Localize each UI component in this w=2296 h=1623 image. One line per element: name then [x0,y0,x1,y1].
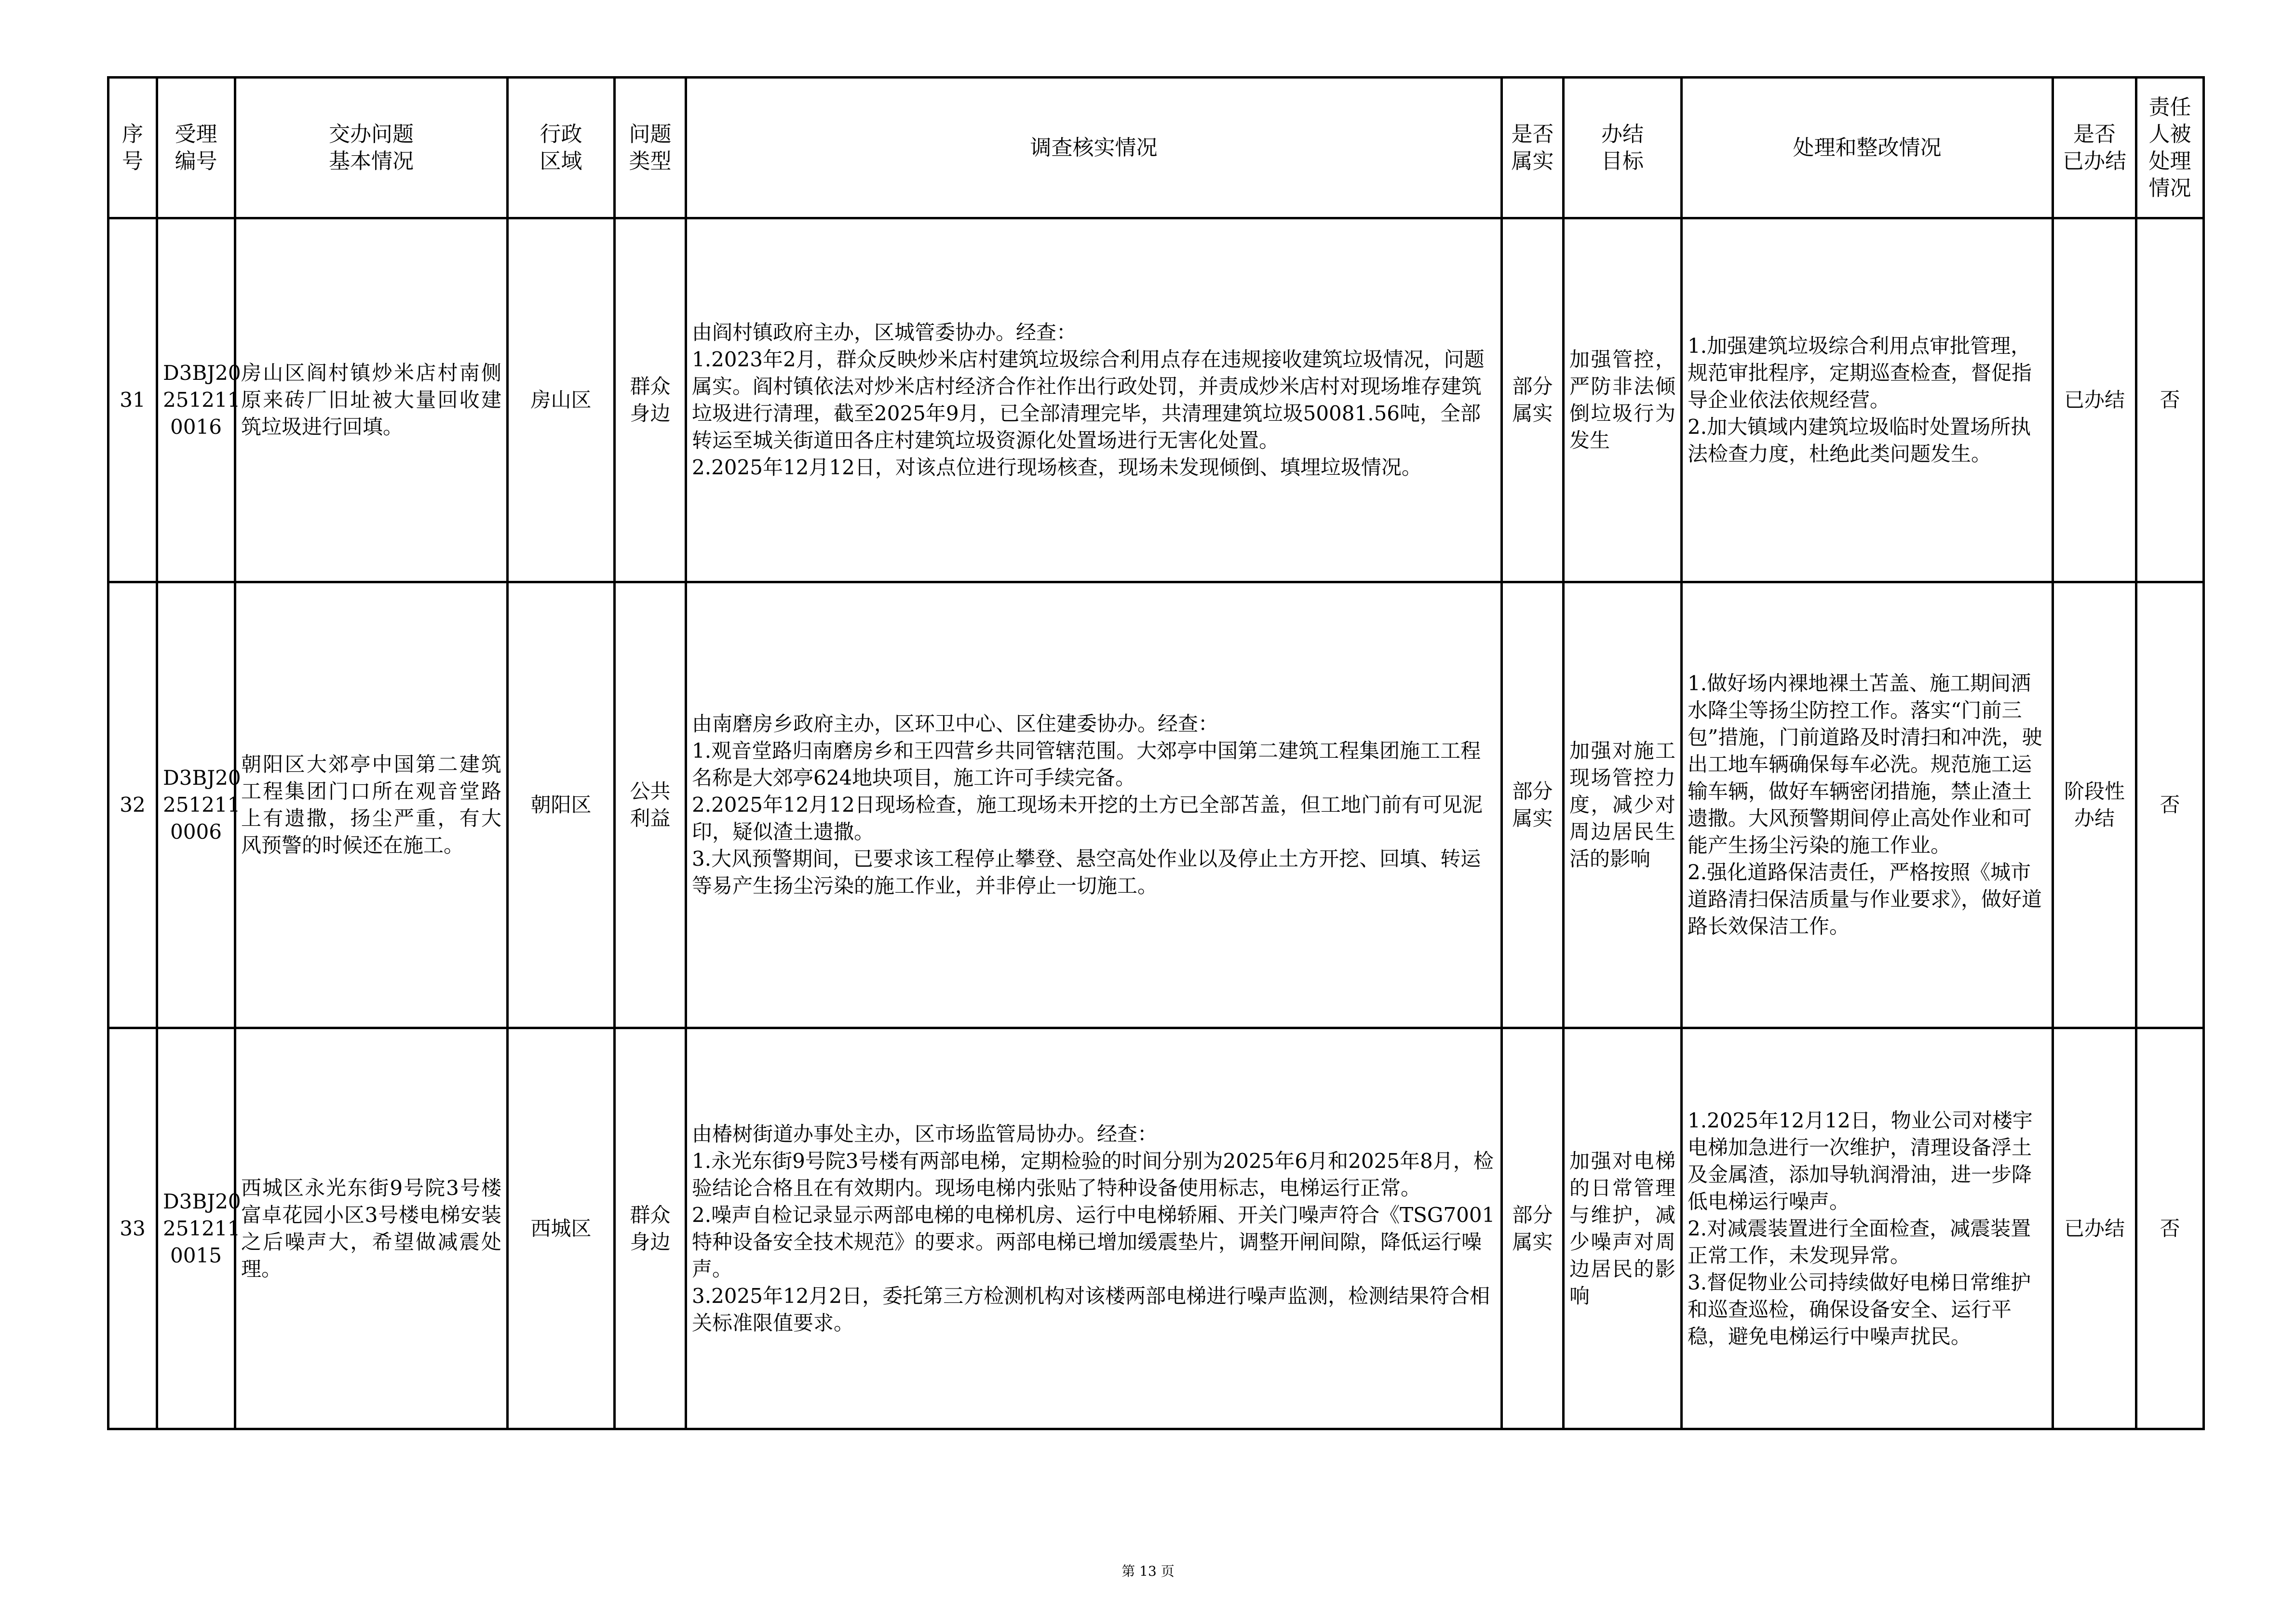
cell-issue: 房山区阎村镇炒米店村南侧原来砖厂旧址被大量回收建筑垃圾进行回填。 [235,218,508,582]
cell-is-true: 部分 属实 [1502,218,1564,582]
cell-district: 西城区 [508,1028,615,1429]
header-closed: 是否 已办结 [2053,78,2136,218]
table-row [108,218,2204,582]
cell-rectification: 1.做好场内裸地裸土苫盖、施工期间洒水降尘等扬尘防控工作。落实“门前三包”措施，门前道路及时清扫和冲洗，驶出工地车辆确保每车必洗。规范施工运输车辆，做好车辆密闭措施，禁止渣土遗撒。大风预警期间停止高处作业和可能产生扬尘污染的施工作业。 2.强化道路保洁责任，严格按照《城市道路清扫保洁质量与作业要求》，做好道路长效保洁工作。 [1682,582,2053,1028]
table-row [108,582,2204,1028]
cell-investigation: 由椿树街道办事处主办，区市场监管局协办。经查： 1.永光东街9号院3号楼有两部电梯，定期检验的时间分别为2025年6月和2025年8月，检验结论合格且在有效期内。现场电梯内张贴了特种设备使用标志，电梯运行正常。 2.噪声自检记录显示两部电梯的电梯机房、运行中电梯轿厢、开关门噪声符合《TSG7001特种设备安全技术规范》的要求。两部电梯已增加缓震垫片，调整开闸间隙，降低运行噪声。 3.2025年12月2日，委托第三方检测机构对该楼两部电梯进行噪声监测，检测结果符合相关标准限值要求。 [686,1028,1502,1429]
header-accountability: 责任 人被 处理 情况 [2136,78,2204,218]
cell-case-no: D3BJ20 251211 0006 [157,582,235,1028]
cell-investigation: 由南磨房乡政府主办，区环卫中心、区住建委协办。经查： 1.观音堂路归南磨房乡和王四营乡共同管辖范围。大郊亭中国第二建筑工程集团施工工程名称是大郊亭624地块项目，施工许可手续完备。 2.2025年12月12日现场检查，施工现场未开挖的土方已全部苫盖，但工地门前有可见泥印，疑似渣土遗撒。 3.大风预警期间，已要求该工程停止攀登、悬空高处作业以及停止土方开挖、回填、转运等易产生扬尘污染的施工作业，并非停止一切施工。 [686,582,1502,1028]
header-is-true: 是否 属实 [1502,78,1564,218]
cell-closed: 已办结 [2053,1028,2136,1429]
header-rectification: 处理和整改情况 [1682,78,2053,218]
cell-is-true: 部分 属实 [1502,1028,1564,1429]
header-investigation: 调查核实情况 [686,78,1502,218]
cell-rectification: 1.加强建筑垃圾综合利用点审批管理，规范审批程序，定期巡查检查，督促指导企业依法依规经营。 2.加大镇域内建筑垃圾临时处置场所执法检查力度，杜绝此类问题发生。 [1682,218,2053,582]
cell-rectification: 1.2025年12月12日，物业公司对楼宇电梯加急进行一次维护，清理设备浮土及金属渣，添加导轨润滑油，进一步降低电梯运行噪声。 2.对减震装置进行全面检查，减震装置正常工作，未发现异常。 3.督促物业公司持续做好电梯日常维护和巡查巡检，确保设备安全、运行平稳，避免电梯运行中噪声扰民。 [1682,1028,2053,1429]
cell-type: 群众 身边 [615,1028,686,1429]
header-seq: 序 号 [108,78,157,218]
cell-seq: 31 [108,218,157,582]
header-goal: 办结 目标 [1564,78,1682,218]
cell-closed: 已办结 [2053,218,2136,582]
cell-case-no: D3BJ20 251211 0015 [157,1028,235,1429]
cell-accountability: 否 [2136,1028,2204,1429]
cell-district: 朝阳区 [508,582,615,1028]
cell-goal: 加强对施工现场管控力度，减少对周边居民生活的影响 [1564,582,1682,1028]
cell-closed: 阶段性 办结 [2053,582,2136,1028]
header-row [108,78,2204,218]
header-district: 行政 区域 [508,78,615,218]
case-ledger-table [107,76,2205,1430]
cell-type: 群众 身边 [615,218,686,582]
header-issue: 交办问题 基本情况 [235,78,508,218]
cell-issue: 朝阳区大郊亭中国第二建筑工程集团门口所在观音堂路上有遗撒，扬尘严重，有大风预警的时候还在施工。 [235,582,508,1028]
cell-type: 公共 利益 [615,582,686,1028]
header-case-no: 受理 编号 [157,78,235,218]
cell-goal: 加强管控，严防非法倾倒垃圾行为发生 [1564,218,1682,582]
table-row [108,1028,2204,1429]
cell-seq: 32 [108,582,157,1028]
cell-issue: 西城区永光东街9号院3号楼富卓花园小区3号楼电梯安装之后噪声大，希望做减震处理。 [235,1028,508,1429]
page-number: 第 13 页 [1121,1563,1175,1579]
cell-case-no: D3BJ20 251211 0016 [157,218,235,582]
cell-district: 房山区 [508,218,615,582]
cell-goal: 加强对电梯的日常管理与维护，减少噪声对周边居民的影响 [1564,1028,1682,1429]
header-type: 问题 类型 [615,78,686,218]
cell-accountability: 否 [2136,582,2204,1028]
cell-investigation: 由阎村镇政府主办，区城管委协办。经查： 1.2023年2月，群众反映炒米店村建筑垃圾综合利用点存在违规接收建筑垃圾情况，问题属实。阎村镇依法对炒米店村经济合作社作出行政处罚，并责成炒米店村对现场堆存建筑垃圾进行清理，截至2025年9月，已全部清理完毕，共清理建筑垃圾50081.56吨，全部转运至城关街道田各庄村建筑垃圾资源化处置场进行无害化处置。 2.2025年12月12日，对该点位进行现场核查，现场未发现倾倒、填埋垃圾情况。 [686,218,1502,582]
cell-is-true: 部分 属实 [1502,582,1564,1028]
cell-seq: 33 [108,1028,157,1429]
cell-accountability: 否 [2136,218,2204,582]
